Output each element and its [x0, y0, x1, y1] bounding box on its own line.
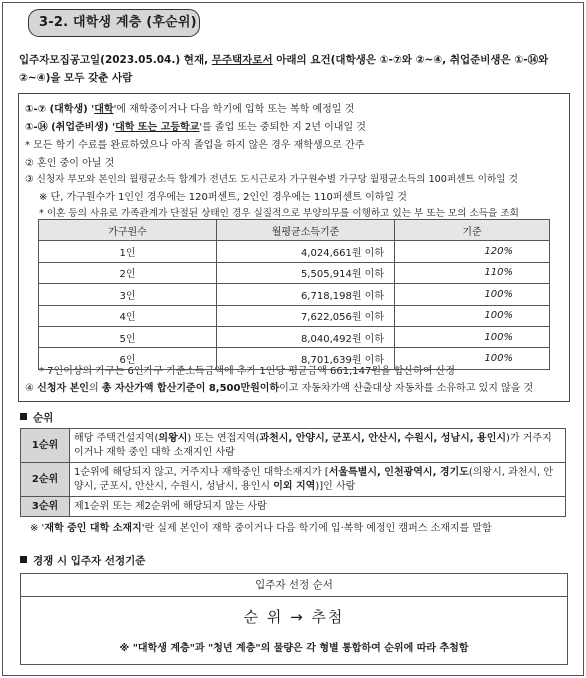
income-cell-household: 6인 — [39, 348, 217, 369]
income-cell-household: 2인 — [39, 262, 217, 283]
income-table-body — [39, 241, 550, 369]
rank-text-bold: 서울특별시, 인천광역시, 경기도 — [328, 466, 469, 478]
rank-text: 1순위에 해당되지 않고, 거주지나 재학중인 대학소재지가 [ — [74, 466, 329, 478]
criterion-student-keyword: 대학 — [94, 104, 114, 115]
selection-heading — [20, 553, 145, 568]
income-cell-amount: 8,040,492원 이하 — [217, 326, 395, 347]
intro-requirements: 아래의 요건(대학생은 ①-⑦와 ②~④, 취업준비생은 ①-⑭와 — [272, 54, 549, 66]
criterion-student-label: ①-⑦ (대학생) ' — [25, 104, 95, 115]
income-cell-amount: 8,701,639원 이하 — [217, 348, 395, 369]
rank-text: (의왕시, 과천시, 안양시, 군포시, 안산시, 수원시, 성남시, 용인시 — [74, 466, 554, 492]
income-cell-ratio: 100% — [395, 326, 550, 347]
rank-label: 3순위 — [21, 497, 70, 517]
income-cell-ratio: 100% — [395, 348, 550, 369]
rank-text: ) 또는 연접지역( — [187, 432, 260, 444]
criterion-divorce-note: * 이혼 등의 사유로 가족관계가 단절된 상태인 경우 실질적으로 부양의무를 이행하고 있는 부 또는 모의 소득을 조회 — [39, 208, 519, 219]
criterion-jobseeker-keyword: 대학 또는 고등학교 — [115, 122, 200, 133]
intro-line-1 — [19, 51, 575, 69]
income-cell-amount: 6,718,198원 이하 — [217, 284, 395, 305]
income-cell-household: 3인 — [39, 284, 217, 305]
selection-note: ※ "대학생 계층"과 "청년 계층"의 물량은 각 형별 통합하여 순위에 따라 추첨함 — [119, 643, 469, 654]
income-table — [38, 219, 550, 370]
income-cell-household: 1인 — [39, 241, 217, 262]
ranking-heading — [20, 410, 53, 425]
income-cell-ratio: 120% — [395, 241, 550, 262]
criterion-income: ③ 신청자 부모와 본인의 월평균소득 합계가 전년도 도시근로자 가구원수별 가구당 월평균소득의 100퍼센트 이하일 것 — [25, 174, 518, 185]
income-cell-household: 4인 — [39, 305, 217, 326]
criterion-asset — [25, 382, 533, 396]
income-table-header — [39, 220, 550, 241]
ranking-table — [20, 428, 566, 517]
rank-description — [70, 429, 566, 463]
ranking-note-prefix: ※ ' — [30, 523, 45, 534]
criterion-asset-car: 이고 자동차가액 산출대상 자동차를 소유하고 있지 않을 것 — [279, 383, 534, 394]
selection-box — [20, 573, 568, 665]
selection-heading-text: 경쟁 시 입주자 선정기준 — [33, 555, 146, 567]
intro-homeless-underlined: 무주택자로서 — [211, 54, 273, 66]
table-row — [21, 463, 566, 497]
criterion-student-text: '에 재학중이거나 다음 학기에 입학 또는 복학 예정일 것 — [113, 104, 355, 115]
rank-text: 제1순위 또는 제2순위에 해당되지 않는 사람 — [74, 500, 267, 512]
income-header-ratio: 기준 — [395, 220, 550, 241]
table-row — [39, 241, 550, 262]
rank-text: 해당 주택건설지역( — [74, 432, 159, 444]
income-cell-amount: 5,505,914원 이하 — [217, 262, 395, 283]
intro-date: 입주자모집공고일(2023.05.04.) 현재, — [19, 54, 212, 66]
table-row — [21, 497, 566, 517]
income-header-income: 월평균소득기준 — [217, 220, 395, 241]
criterion-jobseeker-label: ①-⑭ (취업준비생) ' — [25, 122, 116, 133]
table-row — [39, 262, 550, 283]
table-row — [39, 305, 550, 326]
criterion-student — [25, 103, 354, 117]
rank-description — [70, 463, 566, 497]
criterion-note-enrolled: * 모든 학기 수료를 완료하였으나 아직 졸업을 하지 않은 경우 재학생으로 간주 — [25, 140, 365, 151]
rank-text-bold: 이외 지역 — [273, 480, 316, 492]
criterion-asset-particle: 의 — [88, 383, 102, 394]
criterion-unmarried: ② 혼인 중이 아닐 것 — [25, 158, 115, 169]
rank-text: )가 거주지이거나 재학 중인 대학 소재지인 사람 — [74, 432, 552, 458]
ranking-note — [30, 522, 492, 536]
criterion-asset-applicant: 신청자 본인 — [37, 383, 89, 394]
rank-text: )]인 사람 — [315, 480, 356, 492]
rank-label: 1순위 — [21, 429, 70, 463]
criterion-large-household-note: * 7인이상의 가구는 6인가구 기준소득금액에 추가 1인당 평균금액 661,147원을 합산하여 산정 — [39, 366, 456, 377]
criterion-asset-limit: 총 자산가액 합산기준이 8,500만원이하 — [101, 383, 280, 394]
section-title: 3-2. 대학생 계층 (후순위) — [28, 9, 200, 37]
income-header-household: 가구원수 — [39, 220, 217, 241]
criterion-jobseeker — [25, 121, 366, 135]
criterion-asset-num: ④ — [25, 383, 38, 394]
income-cell-ratio: 110% — [395, 262, 550, 283]
eligibility-intro — [19, 51, 575, 87]
table-row — [39, 326, 550, 347]
square-bullet-icon — [20, 556, 27, 563]
square-bullet-icon — [20, 413, 27, 420]
criterion-income-exception: ※ 단, 가구원수가 1인인 경우에는 120퍼센트, 2인인 경우에는 110퍼센트 이하일 것 — [39, 192, 407, 203]
criterion-jobseeker-text: '를 졸업 또는 중퇴한 지 2년 이내일 것 — [199, 122, 366, 133]
selection-order: 순 위 → 추첨 — [243, 608, 345, 626]
ranking-table-body — [21, 429, 566, 517]
selection-box-title: 입주자 선정 순서 — [21, 574, 567, 597]
rank-label: 2순위 — [21, 463, 70, 497]
rank-text-bold: 과천시, 안양시, 군포시, 안산시, 수원시, 성남시, 용인시 — [259, 432, 507, 444]
income-cell-amount: 7,622,056원 이하 — [217, 305, 395, 326]
income-cell-household: 5인 — [39, 326, 217, 347]
intro-line-2: ②~④)을 모두 갖춘 사람 — [19, 72, 133, 84]
rank-text-bold: 의왕시 — [158, 432, 188, 444]
table-row — [39, 284, 550, 305]
ranking-heading-text: 순위 — [33, 412, 54, 424]
table-row — [21, 429, 566, 463]
income-cell-ratio: 100% — [395, 305, 550, 326]
rank-description — [70, 497, 566, 517]
ranking-note-text: '란 실제 본인이 재학 중이거나 다음 학기에 입·복학 예정인 캠퍼스 소재지를 말함 — [141, 523, 492, 534]
table-row — [39, 348, 550, 369]
income-cell-amount: 4,024,661원 이하 — [217, 241, 395, 262]
ranking-note-keyword: 재학 중인 대학 소재지 — [44, 523, 142, 534]
income-cell-ratio: 100% — [395, 284, 550, 305]
